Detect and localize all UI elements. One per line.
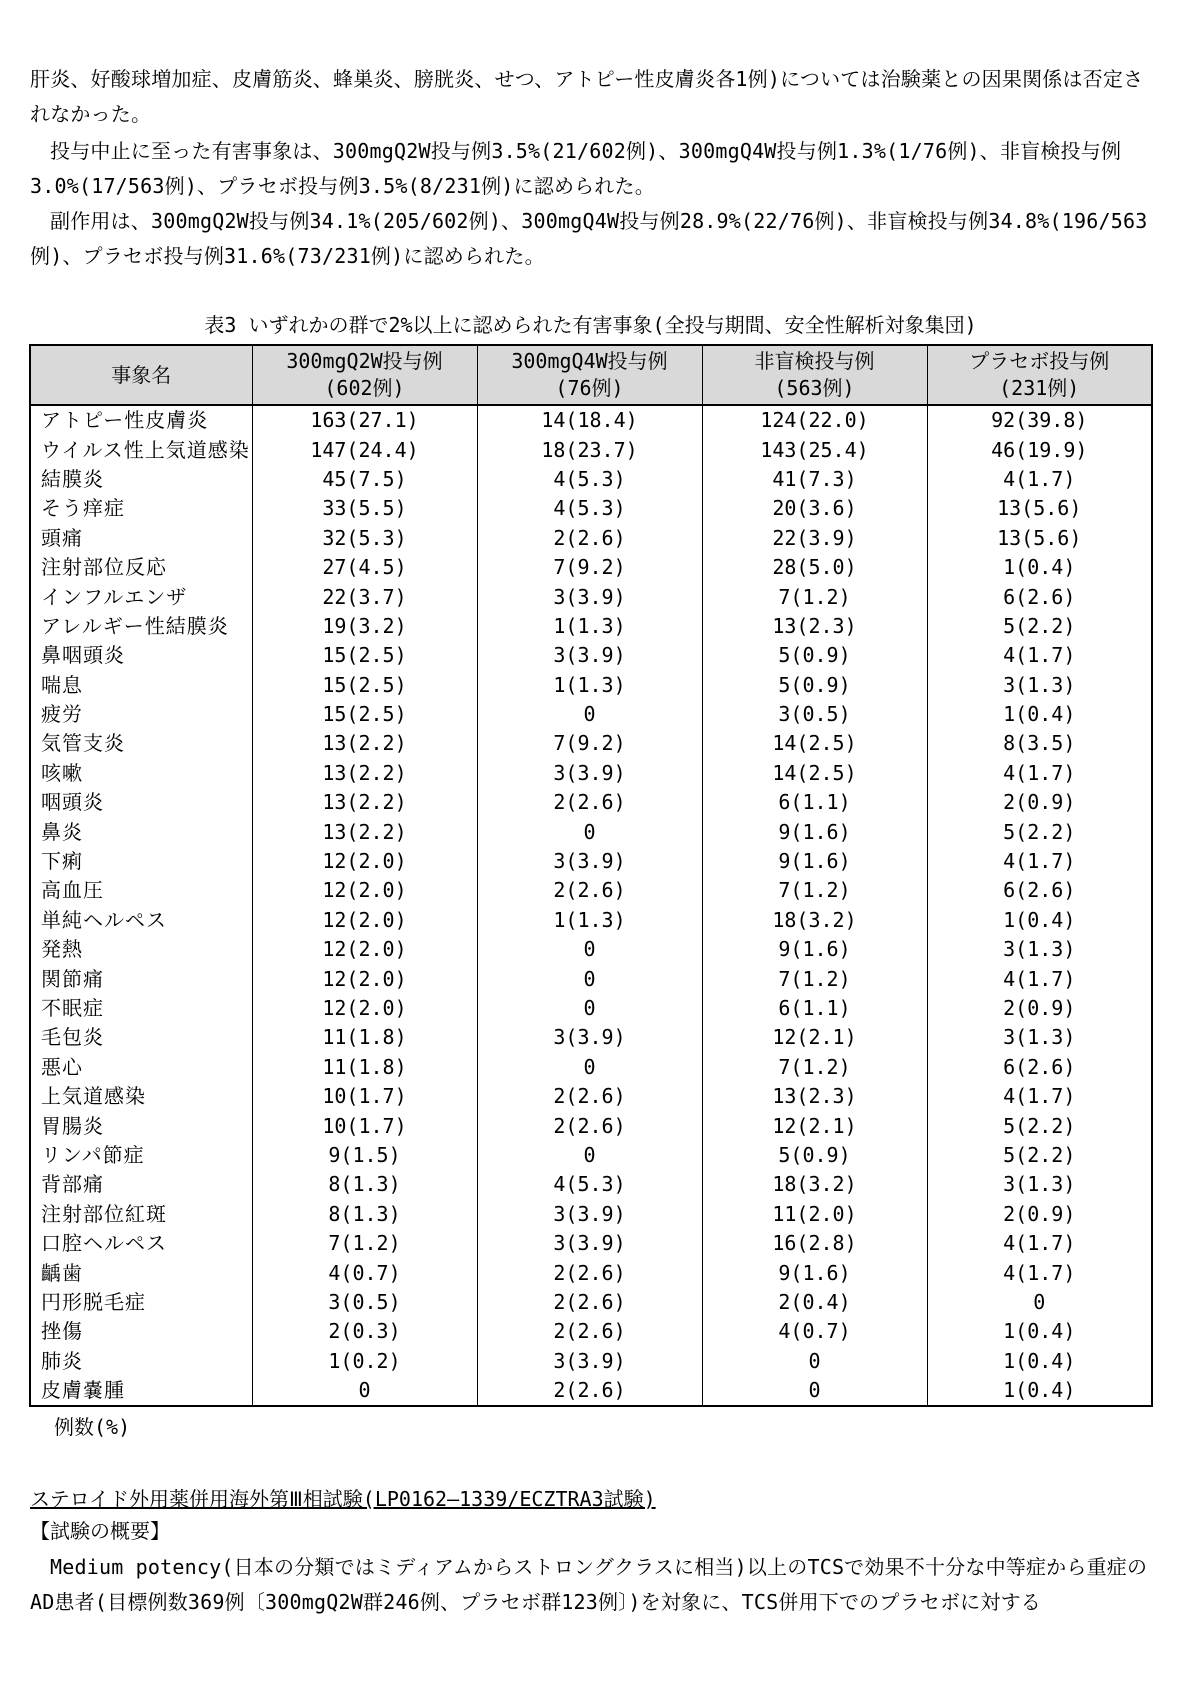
q2w-cell: 12(2.0) [252,994,477,1023]
placebo-cell: 3(1.3) [927,1023,1152,1052]
paragraph-discontinuation: 投与中止に至った有害事象は、300mgQ2W投与例3.5%(21/602例)、300mgQ4W投与例1.3%(1/76例)、非盲検投与例3.0%(17/563例)、プラセボ投与例3.5%(8/231例)に認められた。 [30,139,1122,198]
table-row [30,612,1152,641]
event-name-cell: 高血圧 [30,876,252,905]
header-placebo: プラセボ投与例 (231例) [927,345,1152,405]
event-name-cell: 注射部位反応 [30,553,252,582]
q4w-cell: 0 [477,1053,702,1082]
q4w-cell: 1(1.3) [477,671,702,700]
event-name-cell: 齲歯 [30,1258,252,1287]
table-row [30,906,1152,935]
table-body [30,405,1152,1406]
placebo-cell: 13(5.6) [927,524,1152,553]
q2w-cell: 8(1.3) [252,1200,477,1229]
open-label-cell: 9(1.6) [702,935,927,964]
paragraph-adverse-reactions: 副作用は、300mgQ2W投与例34.1%(205/602例)、300mgQ4W投与例28.9%(22/76例)、非盲検投与例34.8%(196/563例)、プラセボ投与例31.6%(73/231例)に認められた。 [30,209,1148,268]
open-label-cell: 6(1.1) [702,788,927,817]
placebo-cell: 3(1.3) [927,935,1152,964]
event-name-cell: 関節痛 [30,964,252,993]
table-row [30,553,1152,582]
event-name-cell: アレルギー性結膜炎 [30,612,252,641]
placebo-cell: 4(1.7) [927,1258,1152,1287]
q4w-cell: 3(3.9) [477,1229,702,1258]
event-name-cell: 咳嗽 [30,759,252,788]
event-name-cell: 毛包炎 [30,1023,252,1052]
table-row [30,876,1152,905]
placebo-cell: 1(0.4) [927,700,1152,729]
placebo-cell: 1(0.4) [927,1317,1152,1346]
event-name-cell: リンパ節症 [30,1141,252,1170]
event-name-cell: 注射部位紅斑 [30,1200,252,1229]
q2w-cell: 27(4.5) [252,553,477,582]
table-row [30,700,1152,729]
q4w-cell: 3(3.9) [477,582,702,611]
event-name-cell: 喘息 [30,671,252,700]
q4w-cell: 0 [477,964,702,993]
placebo-cell: 1(0.4) [927,1376,1152,1406]
placebo-cell: 4(1.7) [927,465,1152,494]
q4w-cell: 3(3.9) [477,759,702,788]
header-event-name: 事象名 [30,345,252,405]
q2w-cell: 15(2.5) [252,671,477,700]
open-label-cell: 6(1.1) [702,994,927,1023]
table-row [30,1170,1152,1199]
q4w-cell: 0 [477,994,702,1023]
open-label-cell: 22(3.9) [702,524,927,553]
table-row [30,729,1152,758]
q2w-cell: 13(2.2) [252,788,477,817]
q2w-cell: 1(0.2) [252,1347,477,1376]
q4w-cell: 2(2.6) [477,876,702,905]
open-label-cell: 7(1.2) [702,964,927,993]
open-label-cell: 4(0.7) [702,1317,927,1346]
table-row [30,465,1152,494]
event-name-cell: そう痒症 [30,494,252,523]
q2w-cell: 33(5.5) [252,494,477,523]
event-name-cell: ウイルス性上気道感染 [30,435,252,464]
table-header-row [30,345,1152,405]
table-row [30,1317,1152,1346]
q4w-cell: 3(3.9) [477,641,702,670]
q4w-cell: 7(9.2) [477,729,702,758]
open-label-cell: 28(5.0) [702,553,927,582]
header-open-label: 非盲検投与例 (563例) [702,345,927,405]
q2w-cell: 45(7.5) [252,465,477,494]
q2w-cell: 8(1.3) [252,1170,477,1199]
event-name-cell: 胃腸炎 [30,1111,252,1140]
table-row [30,641,1152,670]
placebo-cell: 3(1.3) [927,1170,1152,1199]
table-row [30,1347,1152,1376]
section-heading: ステロイド外用薬併用海外第Ⅲ相試験(LP0162—1339/ECZTRA3試験) [30,1487,656,1511]
q2w-cell: 9(1.5) [252,1141,477,1170]
placebo-cell: 6(2.6) [927,876,1152,905]
section-subheading: 【試験の概要】 [30,1519,170,1543]
open-label-cell: 14(2.5) [702,759,927,788]
table-row [30,1082,1152,1111]
q2w-cell: 15(2.5) [252,641,477,670]
event-name-cell: 悪心 [30,1053,252,1082]
q4w-cell: 1(1.3) [477,612,702,641]
event-name-cell: 皮膚嚢腫 [30,1376,252,1406]
placebo-cell: 5(2.2) [927,1141,1152,1170]
open-label-cell: 3(0.5) [702,700,927,729]
table-row [30,788,1152,817]
q2w-cell: 13(2.2) [252,759,477,788]
q2w-cell: 13(2.2) [252,817,477,846]
placebo-cell: 5(2.2) [927,612,1152,641]
placebo-cell: 1(0.4) [927,553,1152,582]
q2w-cell: 19(3.2) [252,612,477,641]
table-row [30,582,1152,611]
placebo-cell: 46(19.9) [927,435,1152,464]
placebo-cell: 2(0.9) [927,994,1152,1023]
open-label-cell: 16(2.8) [702,1229,927,1258]
q2w-cell: 163(27.1) [252,405,477,435]
q4w-cell: 3(3.9) [477,1200,702,1229]
open-label-cell: 7(1.2) [702,582,927,611]
table-row [30,1200,1152,1229]
q2w-cell: 11(1.8) [252,1053,477,1082]
placebo-cell: 2(0.9) [927,1200,1152,1229]
table-row [30,935,1152,964]
placebo-cell: 5(2.2) [927,817,1152,846]
placebo-cell: 6(2.6) [927,582,1152,611]
open-label-cell: 143(25.4) [702,435,927,464]
open-label-cell: 13(2.3) [702,612,927,641]
table-row [30,1053,1152,1082]
placebo-cell: 4(1.7) [927,1229,1152,1258]
open-label-cell: 7(1.2) [702,1053,927,1082]
table-row [30,817,1152,846]
q4w-cell: 2(2.6) [477,1376,702,1406]
table-row [30,1111,1152,1140]
open-label-cell: 18(3.2) [702,1170,927,1199]
event-name-cell: 背部痛 [30,1170,252,1199]
open-label-cell: 7(1.2) [702,876,927,905]
open-label-cell: 11(2.0) [702,1200,927,1229]
open-label-cell: 2(0.4) [702,1288,927,1317]
q4w-cell: 4(5.3) [477,465,702,494]
table-row [30,1141,1152,1170]
event-name-cell: 口腔ヘルペス [30,1229,252,1258]
open-label-cell: 14(2.5) [702,729,927,758]
q2w-cell: 4(0.7) [252,1258,477,1287]
q2w-cell: 10(1.7) [252,1082,477,1111]
open-label-cell: 9(1.6) [702,817,927,846]
placebo-cell: 4(1.7) [927,641,1152,670]
q2w-cell: 10(1.7) [252,1111,477,1140]
placebo-cell: 0 [927,1288,1152,1317]
placebo-cell: 1(0.4) [927,1347,1152,1376]
table-caption: 表3 いずれかの群で2%以上に認められた有害事象(全投与期間、安全性解析対象集団) [204,313,977,337]
open-label-cell: 0 [702,1347,927,1376]
q2w-cell: 22(3.7) [252,582,477,611]
unit-note: 例数(%) [54,1415,131,1439]
placebo-cell: 1(0.4) [927,906,1152,935]
table-row [30,494,1152,523]
table-row [30,1376,1152,1406]
event-name-cell: 気管支炎 [30,729,252,758]
table-row [30,1288,1152,1317]
open-label-cell: 12(2.1) [702,1023,927,1052]
q2w-cell: 147(24.4) [252,435,477,464]
q4w-cell: 3(3.9) [477,847,702,876]
q4w-cell: 2(2.6) [477,1111,702,1140]
q4w-cell: 2(2.6) [477,1258,702,1287]
placebo-cell: 92(39.8) [927,405,1152,435]
open-label-cell: 5(0.9) [702,1141,927,1170]
table-row [30,994,1152,1023]
placebo-cell: 5(2.2) [927,1111,1152,1140]
q2w-cell: 7(1.2) [252,1229,477,1258]
placebo-cell: 4(1.7) [927,1082,1152,1111]
event-name-cell: 肺炎 [30,1347,252,1376]
open-label-cell: 0 [702,1376,927,1406]
event-name-cell: 結膜炎 [30,465,252,494]
open-label-cell: 5(0.9) [702,671,927,700]
q4w-cell: 0 [477,700,702,729]
q4w-cell: 18(23.7) [477,435,702,464]
q2w-cell: 12(2.0) [252,906,477,935]
placebo-cell: 13(5.6) [927,494,1152,523]
placebo-cell: 2(0.9) [927,788,1152,817]
q4w-cell: 4(5.3) [477,494,702,523]
q4w-cell: 3(3.9) [477,1347,702,1376]
table-row [30,964,1152,993]
placebo-cell: 4(1.7) [927,759,1152,788]
table-row [30,671,1152,700]
q4w-cell: 2(2.6) [477,1082,702,1111]
table-row [30,1229,1152,1258]
open-label-cell: 5(0.9) [702,641,927,670]
q2w-cell: 32(5.3) [252,524,477,553]
q4w-cell: 2(2.6) [477,788,702,817]
open-label-cell: 9(1.6) [702,1258,927,1287]
header-q2w: 300mgQ2W投与例 (602例) [252,345,477,405]
table-row [30,759,1152,788]
table-row [30,405,1152,435]
q2w-cell: 12(2.0) [252,876,477,905]
q4w-cell: 4(5.3) [477,1170,702,1199]
open-label-cell: 18(3.2) [702,906,927,935]
open-label-cell: 20(3.6) [702,494,927,523]
q2w-cell: 3(0.5) [252,1288,477,1317]
q2w-cell: 12(2.0) [252,935,477,964]
paragraph-trial-overview: Medium potency(日本の分類ではミディアムからストロングクラスに相当)以上のTCSで効果不十分な中等症から重症のAD患者(目標例数369例〔300mgQ2W群246例、プラセボ群123例〕)を対象に、TCS併用下でのプラセボに対する [30,1555,1148,1614]
adverse-events-table [29,344,1153,1407]
event-name-cell: 頭痛 [30,524,252,553]
event-name-cell: 疲労 [30,700,252,729]
q4w-cell: 0 [477,1141,702,1170]
placebo-cell: 3(1.3) [927,671,1152,700]
q4w-cell: 7(9.2) [477,553,702,582]
q2w-cell: 0 [252,1376,477,1406]
q4w-cell: 2(2.6) [477,1288,702,1317]
q4w-cell: 0 [477,817,702,846]
q4w-cell: 14(18.4) [477,405,702,435]
q2w-cell: 11(1.8) [252,1023,477,1052]
q2w-cell: 12(2.0) [252,964,477,993]
event-name-cell: 発熱 [30,935,252,964]
table-row [30,524,1152,553]
q2w-cell: 2(0.3) [252,1317,477,1346]
table-row [30,435,1152,464]
event-name-cell: 咽頭炎 [30,788,252,817]
placebo-cell: 6(2.6) [927,1053,1152,1082]
event-name-cell: 鼻咽頭炎 [30,641,252,670]
q4w-cell: 2(2.6) [477,1317,702,1346]
q4w-cell: 2(2.6) [477,524,702,553]
q2w-cell: 15(2.5) [252,700,477,729]
table-row [30,1023,1152,1052]
placebo-cell: 4(1.7) [927,847,1152,876]
open-label-cell: 13(2.3) [702,1082,927,1111]
header-q4w: 300mgQ4W投与例 (76例) [477,345,702,405]
event-name-cell: 上気道感染 [30,1082,252,1111]
open-label-cell: 124(22.0) [702,405,927,435]
placebo-cell: 4(1.7) [927,964,1152,993]
event-name-cell: 下痢 [30,847,252,876]
event-name-cell: 挫傷 [30,1317,252,1346]
q4w-cell: 3(3.9) [477,1023,702,1052]
event-name-cell: 鼻炎 [30,817,252,846]
q2w-cell: 13(2.2) [252,729,477,758]
event-name-cell: 不眠症 [30,994,252,1023]
open-label-cell: 9(1.6) [702,847,927,876]
event-name-cell: アトピー性皮膚炎 [30,405,252,435]
q4w-cell: 1(1.3) [477,906,702,935]
table-row [30,1258,1152,1287]
open-label-cell: 12(2.1) [702,1111,927,1140]
q4w-cell: 0 [477,935,702,964]
event-name-cell: 円形脱毛症 [30,1288,252,1317]
paragraph-causality: 肝炎、好酸球増加症、皮膚筋炎、蜂巣炎、膀胱炎、せつ、アトピー性皮膚炎各1例)については治験薬との因果関係は否定されなかった。 [30,67,1144,126]
event-name-cell: 単純ヘルペス [30,906,252,935]
q2w-cell: 12(2.0) [252,847,477,876]
open-label-cell: 41(7.3) [702,465,927,494]
event-name-cell: インフルエンザ [30,582,252,611]
placebo-cell: 8(3.5) [927,729,1152,758]
table-row [30,847,1152,876]
